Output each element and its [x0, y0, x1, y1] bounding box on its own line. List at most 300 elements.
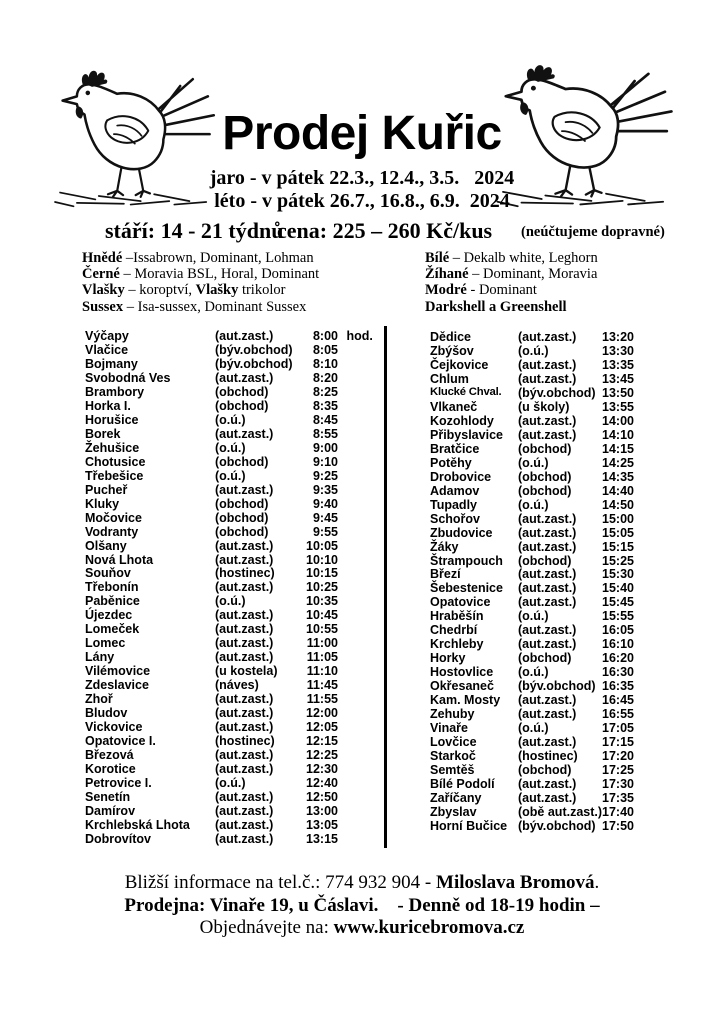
stop-type: (o.ú.) — [518, 343, 549, 358]
schedule-row — [85, 776, 380, 790]
schedule-row — [430, 763, 680, 777]
schedule-row — [85, 553, 380, 567]
stop-time: 13:00 — [306, 803, 338, 818]
stop-time: 12:50 — [306, 789, 338, 804]
eye — [531, 86, 536, 91]
stop-time: 14:10 — [602, 427, 634, 442]
stop-name: Čejkovice — [430, 357, 489, 372]
schedule-row — [85, 483, 380, 497]
stop-time: 13:55 — [602, 399, 634, 414]
stop-time: 17:05 — [602, 721, 634, 736]
stop-name: Korotice — [85, 762, 136, 777]
stop-name: Brambory — [85, 384, 145, 399]
stop-name: Olšany — [85, 538, 127, 553]
stop-name: Tupadly — [430, 497, 477, 512]
footer-text: Bližší informace na tel.č.: 774 932 904 - — [124, 872, 437, 893]
stop-name: Výčapy — [85, 329, 129, 343]
stop-time: 16:30 — [602, 665, 634, 680]
stop-type: (obchod) — [215, 524, 269, 539]
schedule-row — [85, 343, 380, 357]
stop-type: (aut.zast.) — [215, 552, 274, 567]
stop-name: Vinaře — [430, 721, 468, 736]
breed-legend-row — [425, 282, 598, 298]
stop-time: 16:55 — [602, 707, 634, 722]
schedule-row — [430, 484, 680, 498]
stop-time: 17:40 — [602, 804, 634, 819]
stop-name: Horky — [430, 651, 466, 666]
stop-type: (aut.zast.) — [518, 581, 577, 596]
stop-time: 12:30 — [306, 762, 338, 777]
stop-time: 17:15 — [602, 735, 634, 750]
schedule-row — [430, 777, 680, 791]
breed-legend-text: Černé — [82, 266, 120, 283]
stop-time: 11:45 — [306, 678, 338, 693]
stop-name: Souňov — [85, 566, 131, 581]
stop-type: (o.ú.) — [215, 776, 246, 790]
stop-name: Horka I. — [85, 398, 131, 413]
column-divider — [384, 326, 387, 848]
stop-type: (aut.zast.) — [215, 622, 274, 637]
stop-name: Vlačice — [85, 342, 129, 357]
schedule-row — [85, 622, 380, 636]
breed-legend-row — [425, 299, 598, 315]
stop-time: 16:10 — [602, 637, 634, 652]
stop-time: 16:35 — [602, 679, 634, 694]
stop-type: (aut.zast.) — [215, 329, 274, 343]
breed-legend-text: –Issabrown, Dominant, Lohman — [122, 250, 314, 266]
stop-time: 15:05 — [602, 525, 634, 540]
schedule-row — [430, 414, 680, 428]
breed-legend-text: trikolor — [238, 282, 286, 299]
stop-type: (aut.zast.) — [215, 608, 274, 623]
breed-legend-row — [82, 299, 319, 315]
schedule-row — [85, 399, 380, 413]
stop-type: (aut.zast.) — [518, 637, 577, 652]
stop-time: 13:35 — [602, 357, 634, 372]
stop-type: (hostinec) — [215, 734, 275, 749]
stop-time: 8:55 — [312, 426, 338, 441]
breed-legend-text: – Moravia BSL, Horal, Dominant — [119, 266, 320, 283]
stop-name: Semtěš — [430, 763, 475, 778]
stop-type: (u kostela) — [215, 664, 278, 679]
stop-name: Horušice — [85, 412, 139, 427]
stop-type: (obchod) — [215, 496, 269, 511]
footer — [0, 872, 724, 940]
stop-time: 12:40 — [306, 776, 338, 790]
stop-name: Lány — [85, 650, 115, 665]
stop-name: Zehuby — [430, 707, 475, 722]
stop-type: (o.ú.) — [518, 455, 549, 470]
stop-type: (aut.zast.) — [518, 427, 577, 442]
stop-type: (o.ú.) — [518, 721, 549, 736]
stop-name: Přibyslavice — [430, 427, 503, 442]
stop-name: Štrampouch — [430, 553, 503, 568]
schedule-row — [430, 665, 680, 679]
stop-time: 14:50 — [602, 497, 634, 512]
stop-name: Bojmany — [85, 356, 138, 371]
stop-type: (býv.obchod) — [518, 679, 596, 694]
stop-name: Nová Lhota — [85, 552, 154, 567]
stop-time: 15:25 — [602, 553, 634, 568]
schedule-row — [85, 720, 380, 734]
stop-time: 12:00 — [306, 706, 338, 721]
stop-name: Drobovice — [430, 469, 492, 484]
stop-type: (aut.zast.) — [518, 511, 577, 526]
stop-name: Chotusice — [85, 454, 146, 469]
schedule-row — [430, 637, 680, 651]
age-price-line — [0, 218, 724, 246]
stop-name: Zbyslav — [430, 804, 477, 819]
stop-time: 11:10 — [306, 664, 338, 679]
schedule-row — [430, 581, 680, 595]
stop-time: 17:30 — [602, 777, 634, 791]
stop-type: (o.ú.) — [518, 665, 549, 680]
stop-name: Lovčice — [430, 735, 477, 750]
stop-time: 15:00 — [602, 511, 634, 526]
schedule-row — [85, 539, 380, 553]
stop-type: (o.ú.) — [518, 497, 549, 512]
stop-name: Starkoč — [430, 749, 476, 764]
schedule-row — [85, 525, 380, 539]
breed-legend-text: – Dominant, Moravia — [468, 266, 598, 283]
stop-time: 16:20 — [602, 651, 634, 666]
stop-time: 9:00 — [312, 440, 338, 455]
stop-time: 8:00 — [312, 329, 338, 343]
schedule-row — [430, 693, 680, 707]
stop-name: Zhoř — [85, 692, 113, 707]
footer-text: Prodejna: Vinaře 19, u Čáslavi. - Denně od 18-19 hodin – — [124, 894, 600, 916]
breed-legend-text: Vlašky — [195, 282, 239, 299]
stop-type: (obchod) — [215, 510, 269, 525]
summer-dates: léto - v pátek 26.7., 16.8., 6.9. 2024 — [214, 190, 510, 212]
stop-type: (aut.zast.) — [215, 636, 274, 651]
footer-text: . — [594, 872, 600, 893]
stop-time: 17:50 — [602, 818, 634, 833]
schedule-row — [430, 567, 680, 581]
schedule-row — [430, 344, 680, 358]
schedule-row — [85, 594, 380, 608]
stop-time: 9:45 — [312, 510, 338, 525]
stop-type: (aut.zast.) — [215, 580, 274, 595]
age-text: stáří: 14 - 21 týdnů — [105, 218, 284, 243]
schedule-row — [430, 623, 680, 637]
stop-type: (býv.obchod) — [215, 356, 293, 371]
schedule-row — [430, 456, 680, 470]
stop-type: (aut.zast.) — [518, 539, 577, 554]
stop-type: (aut.zast.) — [518, 330, 577, 344]
breed-legend-left — [82, 250, 319, 315]
stop-name: Bludov — [85, 706, 128, 721]
stop-type: (náves) — [215, 678, 259, 693]
stop-name: Dobrovítov — [85, 831, 151, 846]
stop-time: 13:50 — [602, 385, 634, 400]
stop-type: (aut.zast.) — [518, 777, 577, 791]
schedule-row — [430, 386, 680, 400]
schedule-row — [85, 818, 380, 832]
schedule-row — [430, 805, 680, 819]
stop-name: Bílé Podolí — [430, 777, 495, 791]
stop-type: (aut.zast.) — [215, 720, 274, 735]
stop-time: 9:55 — [312, 524, 338, 539]
stop-name: Zbudovice — [430, 525, 493, 540]
breed-legend-text: Hnědé — [82, 250, 123, 266]
stop-time: 10:35 — [306, 594, 338, 609]
stop-time: 13:05 — [306, 817, 338, 832]
stop-time: 17:25 — [602, 763, 634, 778]
breed-legend-text: Bílé — [425, 250, 450, 266]
breed-legend-text: – Isa-sussex, Dominant Sussex — [123, 298, 307, 315]
stop-time: 14:15 — [602, 441, 634, 456]
stop-type: (obchod) — [518, 469, 572, 484]
stop-name: Krchlebská Lhota — [85, 817, 190, 832]
stop-time: 10:05 — [306, 538, 338, 553]
schedule-row — [430, 512, 680, 526]
stop-type: (o.ú.) — [518, 609, 549, 624]
schedule-row — [85, 734, 380, 748]
stop-time: 9:40 — [312, 496, 338, 511]
stop-type: (obchod) — [518, 651, 572, 666]
schedule-row — [85, 678, 380, 692]
stop-type: (aut.zast.) — [518, 707, 577, 722]
stop-type: (o.ú.) — [215, 412, 246, 427]
footer-line — [0, 917, 724, 940]
stop-time: 14:35 — [602, 469, 634, 484]
breed-legend-text: Sussex — [82, 298, 124, 315]
schedule-row — [85, 455, 380, 469]
stop-time: 13:45 — [602, 371, 634, 386]
breed-legend-row — [425, 250, 598, 266]
stop-time: 13:15 — [306, 831, 338, 846]
stop-type: (aut.zast.) — [215, 762, 274, 777]
breed-legend-text: Darkshell a Greenshell — [425, 298, 567, 315]
stop-name: Paběnice — [85, 594, 140, 609]
schedule-row — [85, 762, 380, 776]
stop-type: (obchod) — [518, 483, 572, 498]
stop-name: Třebešice — [85, 468, 144, 483]
stop-time: 16:45 — [602, 693, 634, 708]
stop-time: 16:05 — [602, 623, 634, 638]
schedule-row — [430, 442, 680, 456]
schedule-row — [85, 329, 380, 343]
stop-time: 15:30 — [602, 567, 634, 582]
stop-type: (obě aut.zast.) — [518, 804, 603, 819]
stop-name: Hraběšín — [430, 609, 484, 624]
stop-name: Újezdec — [85, 608, 133, 623]
stop-type: (býv.obchod) — [518, 818, 596, 833]
stop-type: (aut.zast.) — [518, 735, 577, 750]
schedule-row — [430, 428, 680, 442]
schedule-row — [85, 371, 380, 385]
stop-time: 12:15 — [306, 734, 338, 749]
stop-name: Krchleby — [430, 637, 484, 652]
stop-name: Petrovice I. — [85, 776, 152, 790]
schedule-row — [85, 385, 380, 399]
stop-type: (aut.zast.) — [215, 482, 274, 497]
stop-type: (býv.obchod) — [518, 385, 596, 400]
time-suffix: hod. — [343, 329, 373, 343]
breed-legend-row — [82, 250, 319, 266]
schedule-row — [85, 566, 380, 580]
stop-time: 8:35 — [312, 398, 338, 413]
breed-legend-text: Modré — [425, 282, 467, 299]
breed-legend-text: Žíhané — [425, 266, 469, 283]
schedule-row — [430, 358, 680, 372]
stop-name: Šebestenice — [430, 581, 503, 596]
breed-legend-text: - Dominant — [466, 282, 537, 299]
stop-name: Okřesaneč — [430, 679, 494, 694]
stop-time: 8:10 — [312, 356, 338, 371]
stop-name: Opatovice — [430, 595, 491, 610]
schedule-row — [430, 470, 680, 484]
stop-type: (býv.obchod) — [215, 342, 293, 357]
stop-name: Pucheř — [85, 482, 128, 497]
stop-name: Vodranty — [85, 524, 139, 539]
schedule-row — [430, 498, 680, 512]
breed-legend-right — [425, 250, 598, 315]
stop-type: (aut.zast.) — [215, 817, 274, 832]
stop-name: Chlum — [430, 371, 469, 386]
schedule-row — [430, 679, 680, 693]
stop-type: (aut.zast.) — [215, 370, 274, 385]
breed-legend-text: – Dekalb white, Leghorn — [449, 250, 598, 266]
stop-type: (aut.zast.) — [518, 371, 577, 386]
stop-time: 14:40 — [602, 483, 634, 498]
stop-type: (obchod) — [518, 763, 572, 778]
stop-time: 8:45 — [312, 412, 338, 427]
stop-name: Březová — [85, 748, 134, 763]
stop-name: Třebonín — [85, 580, 139, 595]
stop-name: Kluky — [85, 496, 120, 511]
breed-legend-text: – koroptví, — [124, 282, 196, 299]
stop-type: (hostinec) — [518, 749, 578, 764]
stop-type: (aut.zast.) — [215, 831, 274, 846]
stop-type: (obchod) — [215, 384, 269, 399]
stop-name: Chedrbí — [430, 623, 478, 638]
stop-name: Vilémovice — [85, 664, 151, 679]
stop-name: Adamov — [430, 483, 480, 498]
eye — [86, 91, 91, 96]
stop-type: (aut.zast.) — [518, 693, 577, 708]
schedule-row — [85, 511, 380, 525]
stop-time: 8:05 — [312, 342, 338, 357]
stop-time: 11:05 — [306, 650, 338, 665]
stop-time: 8:25 — [312, 384, 338, 399]
stop-time: 12:25 — [306, 748, 338, 763]
schedule-row — [430, 707, 680, 721]
stop-name: Zdeslavice — [85, 678, 149, 693]
schedule-row — [430, 735, 680, 749]
stop-time: 8:20 — [312, 370, 338, 385]
schedule-row — [430, 400, 680, 414]
stop-time: 10:45 — [306, 608, 338, 623]
stop-time: 17:20 — [602, 749, 634, 764]
stop-type: (aut.zast.) — [518, 413, 577, 428]
schedule-row — [85, 413, 380, 427]
schedule-row — [430, 595, 680, 609]
stop-name: Bratčice — [430, 441, 480, 456]
stop-name: Potěhy — [430, 455, 472, 470]
stop-time: 11:00 — [306, 636, 338, 651]
breed-legend-row — [82, 282, 319, 298]
stop-type: (o.ú.) — [215, 440, 246, 455]
stop-type: (aut.zast.) — [215, 426, 274, 441]
stop-time: 10:15 — [306, 566, 338, 581]
stop-type: (aut.zast.) — [518, 595, 577, 610]
schedule-row — [430, 540, 680, 554]
schedule-row — [85, 441, 380, 455]
price-text: cena: 225 – 260 Kč/kus — [277, 218, 493, 243]
schedule-row — [85, 469, 380, 483]
stop-type: (o.ú.) — [215, 594, 246, 609]
stop-name: Opatovice I. — [85, 734, 156, 749]
stop-name: Kam. Mosty — [430, 693, 501, 708]
schedule-left-column — [85, 329, 380, 846]
stop-name: Lomeček — [85, 622, 140, 637]
schedule-row — [85, 790, 380, 804]
stop-type: (aut.zast.) — [518, 623, 577, 638]
stop-name: Svobodná Ves — [85, 370, 171, 385]
stop-type: (aut.zast.) — [518, 357, 577, 372]
stop-time: 9:10 — [312, 454, 338, 469]
schedule-row — [85, 357, 380, 371]
stop-type: (obchod) — [518, 441, 572, 456]
schedule-row — [85, 497, 380, 511]
stop-time: 10:55 — [306, 622, 338, 637]
stop-name: Zbýšov — [430, 343, 474, 358]
stop-type: (aut.zast.) — [518, 567, 577, 582]
stop-name: Schořov — [430, 511, 481, 526]
stop-name: Horní Bučice — [430, 818, 508, 833]
schedule-row — [85, 664, 380, 678]
stop-time: 9:25 — [312, 468, 338, 483]
stop-type: (aut.zast.) — [215, 692, 274, 707]
stop-name: Damírov — [85, 803, 136, 818]
schedule-row — [430, 791, 680, 805]
stop-time: 17:35 — [602, 790, 634, 805]
schedule-row — [430, 721, 680, 735]
footer-line — [0, 895, 724, 918]
stop-name: Klucké Chval. — [430, 385, 502, 398]
schedule-row — [85, 748, 380, 762]
footer-line — [0, 872, 724, 895]
schedule-row — [85, 427, 380, 441]
stop-type: (aut.zast.) — [215, 789, 274, 804]
footer-text: Miloslava Bromová — [436, 872, 595, 893]
stop-time: 14:25 — [602, 455, 634, 470]
stop-type: (aut.zast.) — [215, 748, 274, 763]
breed-legend-row — [425, 266, 598, 282]
stop-name: Senetín — [85, 789, 131, 804]
schedule-row — [430, 554, 680, 568]
schedule-row — [430, 749, 680, 763]
stop-time: 13:20 — [602, 330, 634, 344]
stop-name: Borek — [85, 426, 121, 441]
stop-type: (aut.zast.) — [518, 525, 577, 540]
schedule-row — [430, 372, 680, 386]
schedule-row — [85, 650, 380, 664]
stop-name: Močovice — [85, 510, 142, 525]
stop-type: (aut.zast.) — [215, 706, 274, 721]
breed-legend-text: Vlašky — [82, 282, 125, 299]
stop-name: Hostovlice — [430, 665, 494, 680]
price-note: (neúčtujeme dopravné) — [521, 224, 665, 240]
stop-type: (o.ú.) — [215, 468, 246, 483]
schedule-row — [430, 819, 680, 833]
schedule-right-column — [430, 330, 680, 833]
schedule-row — [430, 651, 680, 665]
stop-name: Vickovice — [85, 720, 143, 735]
stop-time: 13:30 — [602, 343, 634, 358]
